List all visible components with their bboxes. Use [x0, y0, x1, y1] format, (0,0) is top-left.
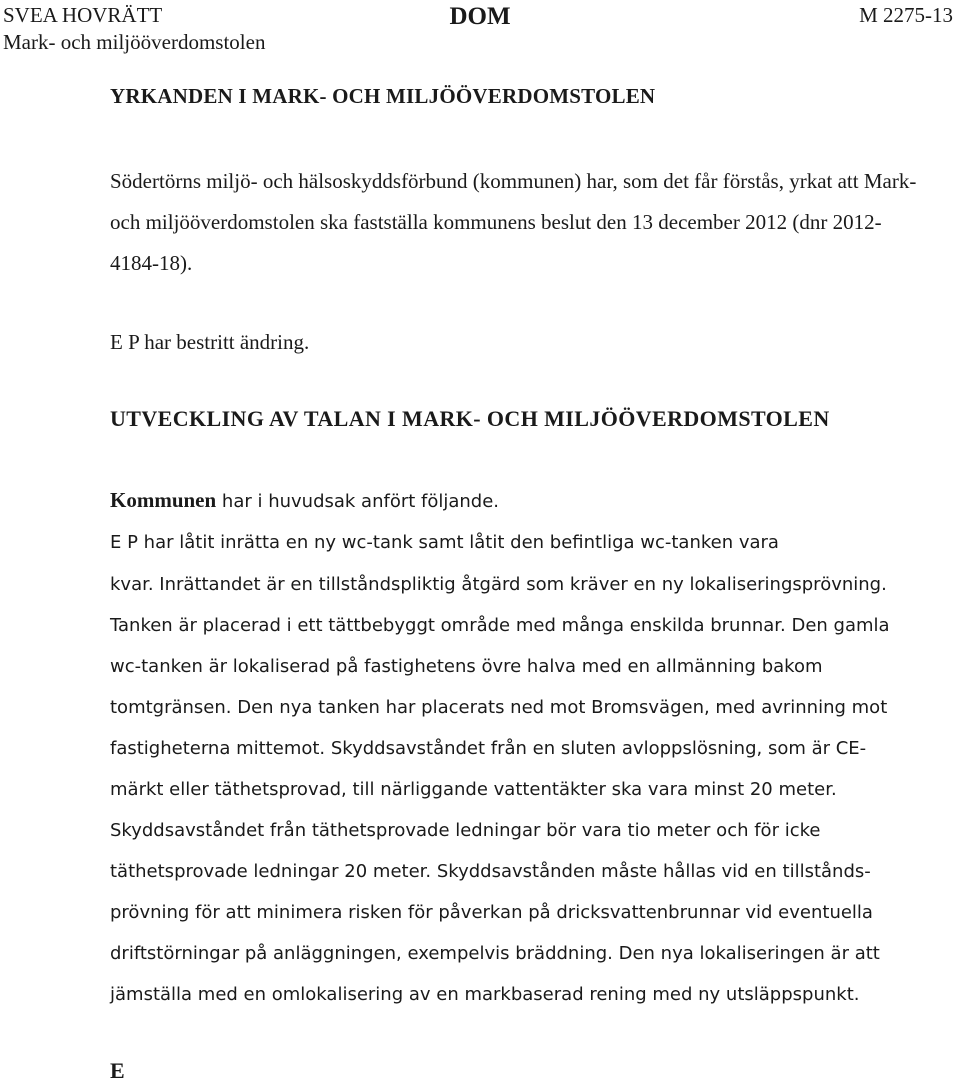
body-line: driftstörningar på anläggningen, exempelvis bräddning. Den nya lokaliseringen är att — [110, 943, 880, 964]
court-division: Mark- och miljööverdomstolen — [3, 30, 266, 54]
body-line: wc-tanken är lokaliserad på fastighetens övre halva med en allmänning bakom — [110, 656, 823, 677]
court-name: SVEA HOVRÄTT — [3, 3, 163, 27]
claims-contest: E P har bestritt ändring. — [110, 330, 310, 354]
body-line: Tanken är placerad i ett tättbebyggt område med många enskilda brunnar. Den gamla — [110, 615, 890, 636]
next-section-initial: E — [110, 1058, 125, 1083]
body-line: tomtgränsen. Den nya tanken har placerats ned mot Bromsvägen, med avrinning mot — [110, 697, 888, 718]
body-line: jämställa med en omlokalisering av en markbaserad rening med ny utsläppspunkt. — [110, 984, 860, 1005]
claims-paragraph: Södertörns miljö- och hälsoskyddsförbund (kommunen) har, som det får förstås, yrkat att Mark- och miljööverdomstolen ska fastställa kommunens beslut den 13 december 2012 (dnr 2012-4184-18). — [110, 169, 917, 275]
intro-text: har i huvudsak anfört följande. — [216, 491, 500, 512]
intro-party: Kommunen — [110, 488, 217, 512]
body-line: märkt eller täthetsprovad, till närliggande vattentäkter ska vara minst 20 meter. — [110, 779, 837, 800]
document-type: DOM — [449, 3, 511, 30]
body-line: täthetsprovade ledningar 20 meter. Skyddsavstånden måste hållas vid en tillstånds- — [110, 861, 871, 882]
case-number: M 2275-13 — [859, 3, 953, 27]
intro-line — [110, 478, 499, 524]
claims-heading: YRKANDEN I MARK- OCH MILJÖÖVERDOMSTOLEN — [110, 84, 656, 108]
body-line: fastigheterna mittemot. Skyddsavståndet från en sluten avloppslösning, som är CE- — [110, 738, 867, 759]
body-line: prövning för att minimera risken för påverkan på dricksvattenbrunnar vid eventuella — [110, 902, 873, 923]
development-heading: UTVECKLING AV TALAN I MARK- OCH MILJÖÖVERDOMSTOLEN — [110, 406, 830, 431]
body-line: E P har låtit inrätta en ny wc-tank samt låtit den befintliga wc-tanken vara — [110, 532, 779, 553]
body-line: Skyddsavståndet från täthetsprovade ledningar bör vara tio meter och för icke — [110, 820, 821, 841]
page-header — [0, 0, 960, 60]
body-line: kvar. Inrättandet är en tillståndspliktig åtgärd som kräver en ny lokaliseringsprövning. — [110, 574, 887, 595]
